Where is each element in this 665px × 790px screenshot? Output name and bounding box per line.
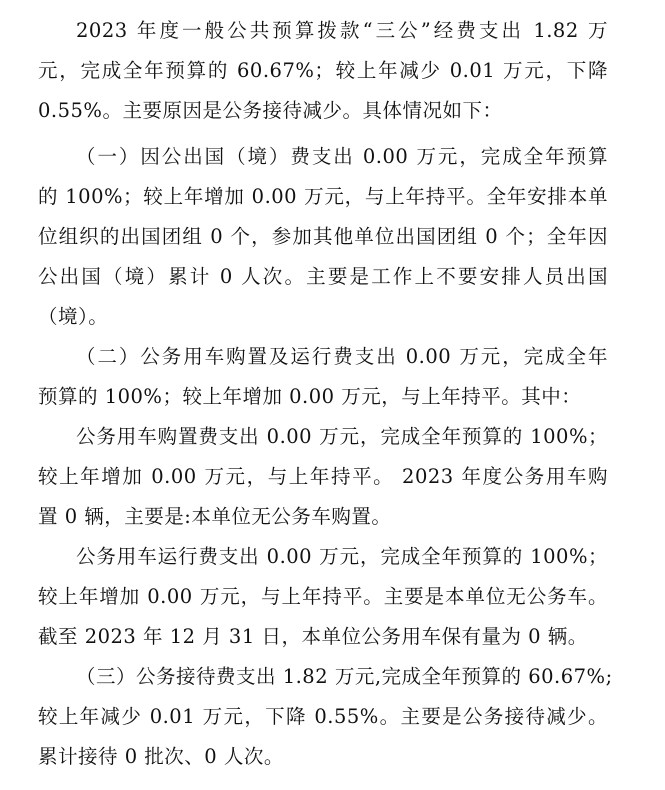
text-line: 位组织的出国团组 0 个，参加其他单位出国团组 0 个；全年因 [38, 225, 608, 248]
text-line: 公务用车购置费支出 0.00 万元，完成全年预算的 100%； [76, 425, 608, 448]
text-line: （三）公务接待费支出 1.82 万元,完成全年预算的 60.67%; [76, 665, 613, 688]
text-line: 的 100%；较上年增加 0.00 万元，与上年持平。全年安排本单 [38, 185, 608, 208]
text-line: （一）因公出国（境）费支出 0.00 万元，完成全年预算 [76, 145, 608, 168]
text-line: （境）。 [38, 305, 109, 328]
text-line: 较上年增加 0.00 万元，与上年持平。主要是本单位无公务车。 [38, 585, 608, 608]
text-line: 置 0 辆，主要是:本单位无公务车购置。 [38, 505, 392, 528]
text-line: 截至 2023 年 12 月 31 日，本单位公务用车保有量为 0 辆。 [38, 625, 588, 648]
text-line: 累计接待 0 批次、0 人次。 [38, 745, 284, 768]
text-line: 公出国（境）累计 0 人次。主要是工作上不要安排人员出国 [38, 265, 608, 288]
text-line: 预算的 100%；较上年增加 0.00 万元，与上年持平。其中： [38, 385, 582, 408]
text-line: 0.55%。主要原因是公务接待减少。具体情况如下： [38, 99, 503, 122]
text-line: 较上年减少 0.01 万元，下降 0.55%。主要是公务接待减少。 [38, 705, 608, 728]
text-line: （二）公务用车购置及运行费支出 0.00 万元，完成全年 [76, 345, 608, 368]
text-line: 公务用车运行费支出 0.00 万元，完成全年预算的 100%； [76, 545, 608, 568]
text-line: 较上年增加 0.00 万元，与上年持平。 2023 年度公务用车购 [38, 465, 608, 488]
text-line: 元，完成全年预算的 60.67%；较上年减少 0.01 万元，下降 [38, 59, 608, 82]
text-line: 2023 年度一般公共预算拨款“三公”经费支出 1.82 万 [76, 19, 608, 42]
